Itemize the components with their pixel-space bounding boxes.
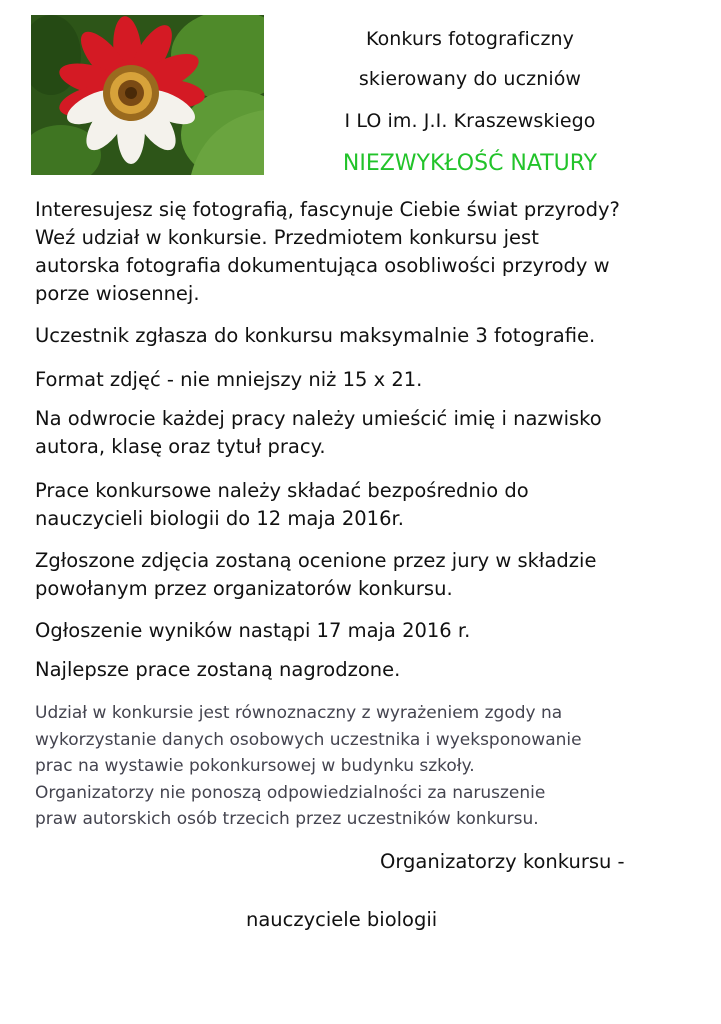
signature-teachers: nauczyciele biologii: [246, 908, 438, 931]
paragraph-results: Ogłoszenie wyników nastąpi 17 maja 2016 r.: [35, 619, 471, 642]
paragraph-delivery: Prace konkursowe należy składać bezpośrednio do nauczycieli biologii do 12 maja 2016r.: [35, 479, 529, 530]
header-line-2: skierowany do uczniów: [358, 68, 582, 90]
flower-photo: [31, 15, 264, 175]
paragraph-photo-limit: Uczestnik zgłasza do konkursu maksymalnie 3 fotografie.: [35, 324, 596, 347]
paragraph-jury: Zgłoszone zdjęcia zostaną ocenione przez jury w składzie powołanym przez organizatorów konkursu.: [35, 549, 597, 600]
paragraph-awards: Najlepsze prace zostaną nagrodzone.: [35, 658, 401, 681]
consent-notice: Udział w konkursie jest równoznaczny z wyrażeniem zgody na wykorzystanie danych osobowych uczestnika i wyeksponowanie prac na wystawie pokonkursowej w budynku szkoły. Organizatorzy nie ponoszą odpowiedzialności za naruszenie praw autorskich osób trzecich przez uczestników konkursu.: [35, 703, 582, 829]
paragraph-format: Format zdjęć - nie mniejszy niż 15 x 21.: [35, 368, 423, 391]
header-line-3: I LO im. J.I. Kraszewskiego: [344, 110, 596, 132]
flower-photo-icon: [31, 15, 264, 175]
signature-organizers: Organizatorzy konkursu -: [380, 850, 625, 873]
contest-name: NIEZWYKŁOŚĆ NATURY: [342, 151, 598, 176]
paragraph-back-labeling: Na odwrocie każdej pracy należy umieścić imię i nazwisko autora, klasę oraz tytuł pracy.: [35, 407, 602, 458]
paragraph-intro: Interesujesz się fotografią, fascynuje Ciebie świat przyrody? Weź udział w konkursie. Przedmiotem konkursu jest autorska fotografia dokumentująca osobliwości przyrody w porze wiosennej.: [35, 198, 620, 305]
header-line-1: Konkurs fotograficzny: [365, 28, 575, 50]
